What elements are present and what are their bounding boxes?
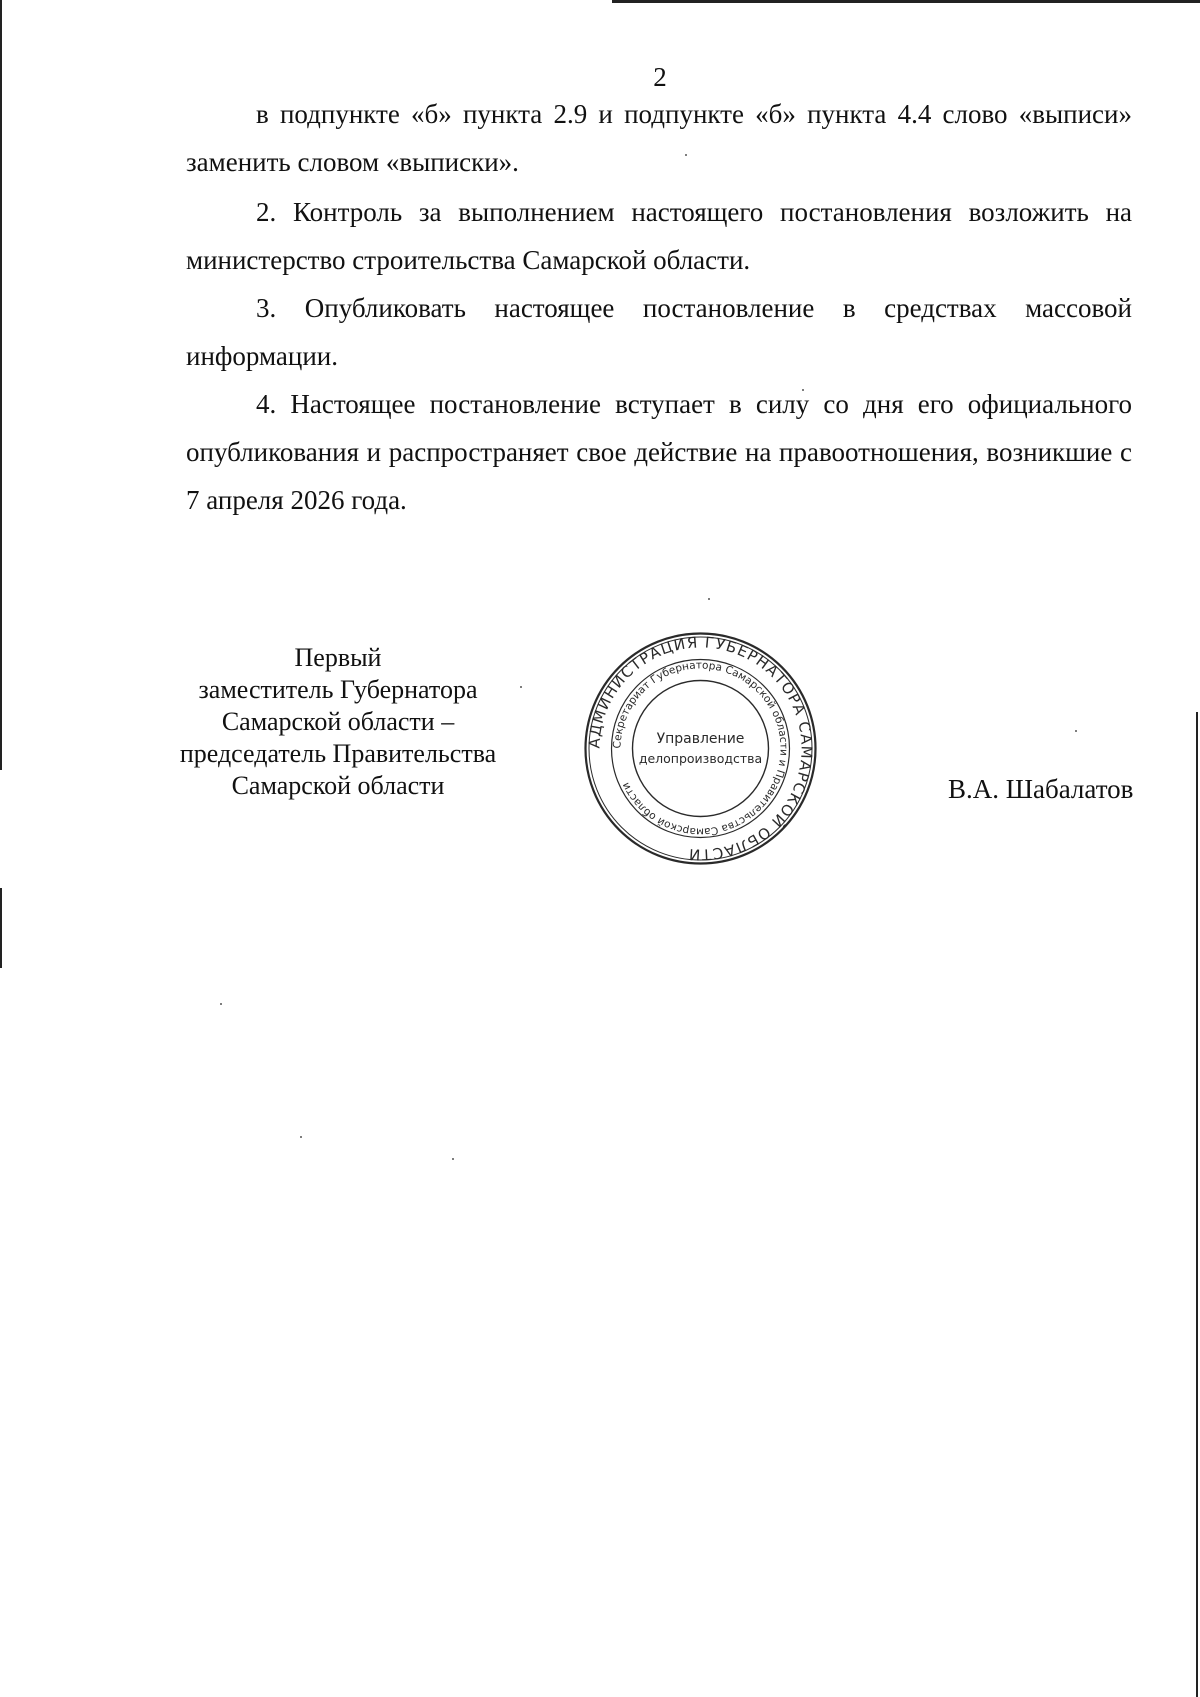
seal-center-line-2: делопроизводства <box>638 751 763 766</box>
scan-edge-top <box>612 0 1200 3</box>
paragraph-effective-date: 4. Настоящее постановление вступает в силу со дня его официального опубликования и распространяет свое действие на правоотношения, возникшие с 7 апреля 2026 года. <box>186 389 1132 515</box>
seal-outer-text: АДМИНИСТРАЦИЯ ГУБЕРНАТОРА САМАРСКОЙ ОБЛАСТИ <box>585 633 816 864</box>
paragraph-amendment: в подпункте «б» пункта 2.9 и подпункте «б» пункта 4.4 слово «выписи» заменить словом «выписки». <box>186 99 1132 177</box>
seal-inner-ring <box>633 681 769 817</box>
scan-edge-left-lower <box>0 888 2 968</box>
official-seal <box>583 631 818 866</box>
signer-name: В.А. Шабалатов <box>948 774 1134 804</box>
scan-speck <box>1075 730 1077 732</box>
document-body <box>186 90 1132 524</box>
scan-speck <box>452 1158 454 1160</box>
seal-middle-text: Секретариат Губернатора Самарской области и Правительства Самарской области <box>611 659 790 838</box>
scan-speck <box>220 1003 222 1005</box>
signatory-title-line: Первый <box>294 643 382 672</box>
signatory-title-line: Самарской области – <box>221 707 455 736</box>
scan-speck <box>300 1136 302 1138</box>
seal-center-line-1: Управление <box>656 731 745 747</box>
paragraph-publish: 3. Опубликовать настоящее постановление в средствах массовой информации. <box>186 293 1132 371</box>
signatory-title-line: заместитель Губернатора <box>198 675 478 704</box>
signatory-title-line: председатель Правительства <box>179 739 497 768</box>
svg-text:Секретариат Губернатора Самарс <box>611 659 789 837</box>
scan-edge-right <box>1196 712 1198 1697</box>
paragraph-control: 2. Контроль за выполнением настоящего постановления возложить на министерство строительства Самарской области. <box>186 197 1132 275</box>
scan-edge-left <box>0 0 2 770</box>
signatory-title-line: Самарской области <box>231 771 445 800</box>
scan-speck <box>708 598 710 600</box>
signatory-title <box>138 642 538 802</box>
page-number: 2 <box>653 62 667 92</box>
